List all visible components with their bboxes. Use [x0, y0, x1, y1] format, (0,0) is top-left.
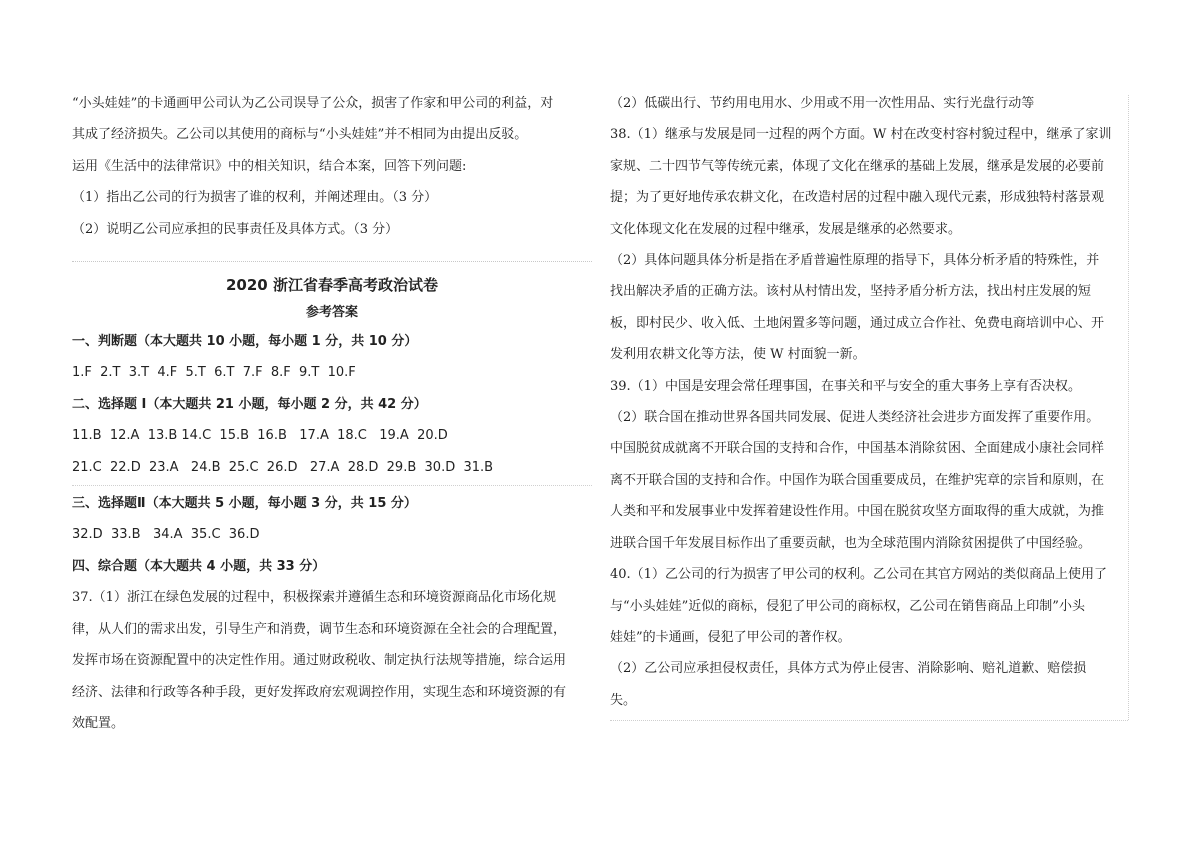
answer-line: 进联合国千年发展目标作出了重要贡献，也为全球范围内消除贫困提供了中国经验。	[610, 535, 1092, 551]
answer-line: 失。	[610, 692, 637, 708]
answer-line: 找出解决矛盾的正确方法。该村从村情出发，坚持矛盾分析方法，找出村庄发展的短	[610, 284, 1092, 300]
answer-line: 38.（1）继承与发展是同一过程的两个方面。W 村在改变村容村貌过程中，继承了家训	[610, 127, 1112, 143]
section-heading: 二、选择题 I（本大题共 21 小题，每小题 2 分，共 42 分）	[72, 396, 427, 412]
answer-line: （2）联合国在推动世界各国共同发展、促进人类经济社会进步方面发挥了重要作用。	[610, 410, 1100, 426]
answer-paragraph-line: 效配置。	[72, 715, 125, 731]
question-text-line: 运用《生活中的法律常识》中的相关知识，结合本案，回答下列问题:	[72, 158, 467, 174]
answer-list: 1.F 2.T 3.T 4.F 5.T 6.T 7.F 8.F 9.T 10.F	[72, 365, 356, 381]
answer-line: （2）低碳出行、节约用电用水、少用或不用一次性用品、实行光盘行动等	[610, 96, 1035, 111]
exam-title: 2020 浙江省春季高考政治试卷	[226, 276, 438, 295]
left-column	[72, 88, 592, 739]
answer-line: 人类和平和发展事业中发挥着建设性作用。中国在脱贫攻坚方面取得的重大成就，为推	[610, 504, 1105, 520]
answer-line: 家规、二十四节气等传统元素，体现了文化在继承的基础上发展，继承是发展的必要前	[610, 158, 1105, 174]
answer-line: 板，即村民少、收入低、土地闲置多等问题，通过成立合作社、免费电商培训中心、开	[610, 315, 1105, 331]
answer-paragraph-line: 37.（1）浙江在绿色发展的过程中，积极探索并遵循生态和环境资源商品化市场化规	[72, 590, 556, 606]
question-text-line: 其成了经济损失。乙公司以其使用的商标与“小头娃娃”并不相同为由提出反驳。	[72, 127, 528, 143]
answer-line: 发利用农耕文化等方法，使 W 村面貌一新。	[610, 347, 866, 363]
answer-line: （2）乙公司应承担侵权责任，具体方式为停止侵害、消除影响、赔礼道歉、赔偿损	[610, 661, 1087, 677]
answer-list: 11.B 12.A 13.B 14.C 15.B 16.B 17.A 18.C 19.A 20.D	[72, 428, 448, 444]
answer-line: 娃娃”的卡通画，侵犯了甲公司的著作权。	[610, 629, 851, 645]
answer-line: 离不开联合国的支持和合作。中国作为联合国重要成员，在维护宪章的宗旨和原则，在	[610, 472, 1105, 488]
right-column	[610, 88, 1135, 716]
answer-line: 39.（1）中国是安理会常任理事国，在事关和平与安全的重大事务上享有否决权。	[610, 378, 1081, 394]
answer-paragraph-line: 律，从人们的需求出发，引导生产和消费，调节生态和环境资源在全社会的合理配置，	[72, 621, 567, 637]
question-text-line: “小头娃娃”的卡通画甲公司认为乙公司误导了公众，损害了作家和甲公司的利益，对	[72, 96, 554, 111]
divider	[72, 485, 592, 486]
section-heading: 四、综合题（本大题共 4 小题，共 33 分）	[72, 558, 326, 574]
page-divider	[72, 261, 592, 262]
answer-line: 与“小头娃娃”近似的商标，侵犯了甲公司的商标权，乙公司在销售商品上印制”小头	[610, 598, 1085, 614]
question-text-line: （1）指出乙公司的行为损害了谁的权利，并阐述理由。（3 分）	[72, 190, 438, 206]
answer-list: 21.C 22.D 23.A 24.B 25.C 26.D 27.A 28.D 29.B 30.D 31.B	[72, 459, 494, 475]
answer-line: 提；为了更好地传承农耕文化，在改造村居的过程中融入现代元素，形成独特村落景观	[610, 190, 1105, 206]
bottom-border-dotted	[610, 720, 1128, 721]
answer-line: 40.（1）乙公司的行为损害了甲公司的权利。乙公司在其官方网站的类似商品上使用了	[610, 567, 1107, 583]
question-text-line: （2）说明乙公司应承担的民事责任及具体方式。（3 分）	[72, 221, 399, 237]
answer-paragraph-line: 经济、法律和行政等各种手段，更好发挥政府宏观调控作用，实现生态和环境资源的有	[72, 684, 567, 700]
answer-line: 文化体现文化在发展的过程中继承，发展是继承的必然要求。	[610, 221, 962, 237]
answer-key-subtitle: 参考答案	[305, 305, 358, 321]
answer-line: （2）具体问题具体分析是指在矛盾普遍性原理的指导下，具体分析矛盾的特殊性，并	[610, 253, 1100, 269]
section-heading: 一、判断题（本大题共 10 小题，每小题 1 分，共 10 分）	[72, 334, 418, 350]
right-border-dotted	[1128, 95, 1129, 720]
section-heading: 三、选择题Ⅱ（本大题共 5 小题，每小题 3 分，共 15 分）	[72, 496, 417, 512]
answer-line: 中国脱贫成就离不开联合国的支持和合作，中国基本消除贫困、全面建成小康社会同样	[610, 441, 1105, 457]
answer-list: 32.D 33.B 34.A 35.C 36.D	[72, 527, 260, 543]
answer-paragraph-line: 发挥市场在资源配置中的决定性作用。通过财政税收、制定执行法规等措施，综合运用	[72, 653, 567, 669]
